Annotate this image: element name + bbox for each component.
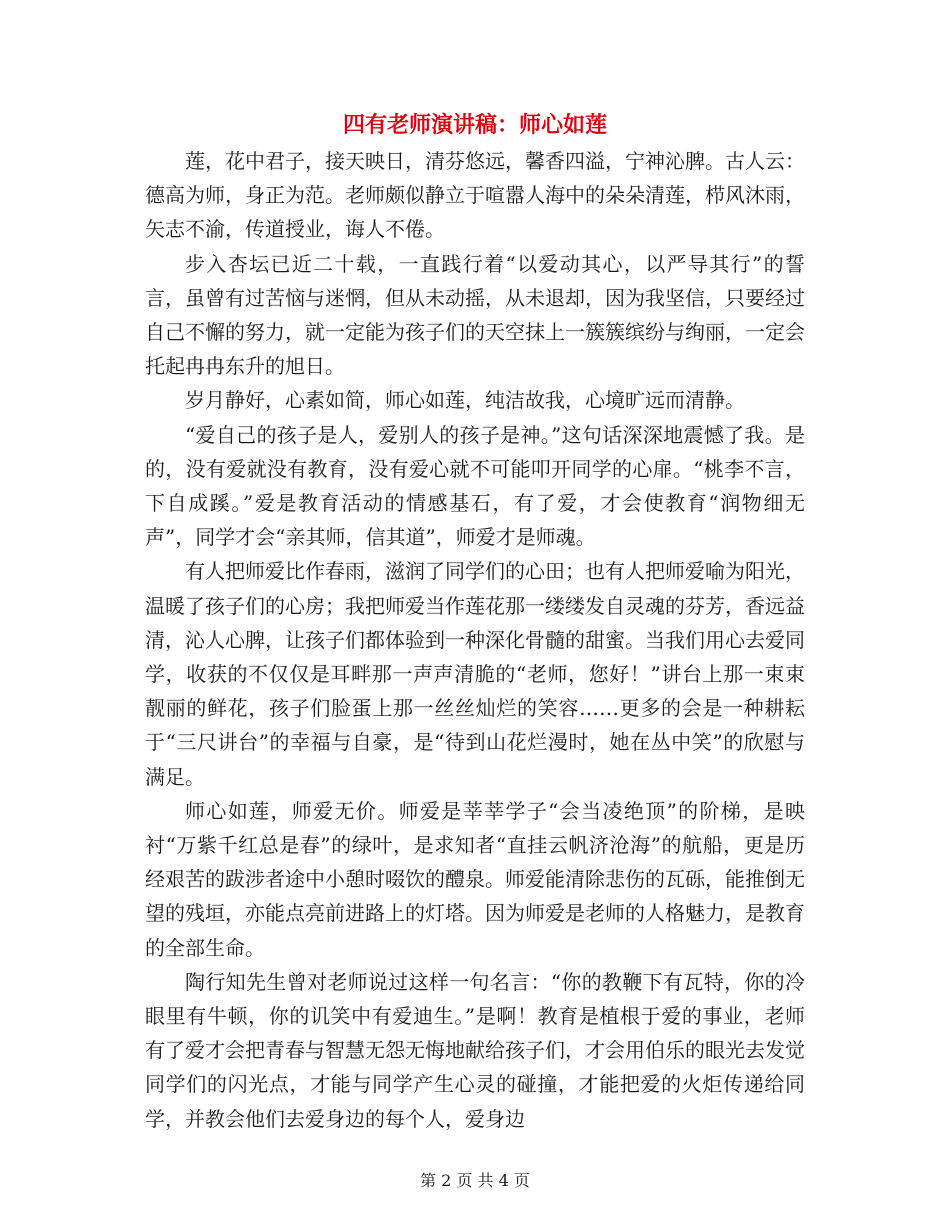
document-body — [145, 144, 805, 1136]
paragraph-6: 师心如莲，师爱无价。师爱是莘莘学子“会当凌绝顶”的阶梯，是映衬“万紫千红总是春”的绿叶，是求知者“直挂云帆济沧海”的航船，更是历经艰苦的跋涉者途中小憩时啜饮的醴泉。师爱能清除悲伤的瓦砾，能推倒无望的残垣，亦能点亮前进路上的灯塔。因为师爱是老师的人格魅力，是教育的全部生命。 — [145, 798, 805, 960]
paragraph-2: 步入杏坛已近二十载，一直践行着“以爱动其心，以严导其行”的誓言，虽曾有过苦恼与迷惘，但从未动摇，从未退却，因为我坚信，只要经过自己不懈的努力，就一定能为孩子们的天空抹上一簇簇缤纷与绚丽，一定会托起冉冉东升的旭日。 — [145, 251, 805, 379]
paragraph-4: “爱自己的孩子是人，爱别人的孩子是神。”这句话深深地震憾了我。是的，没有爱就没有教育，没有爱心就不可能叩开同学的心扉。“桃李不言，下自成蹊。”爱是教育活动的情感基石，有了爱，才会使教育“润物细无声”，同学才会“亲其师，信其道”，师爱才是师魂。 — [145, 422, 805, 550]
paragraph-3: 岁月静好，心素如简，师心如莲，纯洁故我，心境旷远而清静。 — [185, 388, 745, 413]
document-title: 四有老师演讲稿：师心如莲 — [342, 112, 607, 138]
page-number-footer: 第 2 页 共 4 页 — [420, 1171, 530, 1190]
paragraph-1: 莲，花中君子，接天映日，清芬悠远，馨香四溢，宁神沁脾。古人云：德高为师，身正为范。老师颇似静立于喧嚣人海中的朵朵清莲，栉风沐雨，矢志不渝，传道授业，诲人不倦。 — [145, 149, 805, 242]
paragraph-7: 陶行知先生曾对老师说过这样一句名言：“你的教鞭下有瓦特，你的冷眼里有牛顿，你的讥笑中有爱迪生。”是啊！教育是植根于爱的事业，老师有了爱才会把青春与智慧无怨无悔地献给孩子们，才会用伯乐的眼光去发觉同学们的闪光点，才能与同学产生心灵的碰撞，才能把爱的火炬传递给同学，并教会他们去爱身边的每个人，爱身边 — [145, 969, 805, 1131]
paragraph-5: 有人把师爱比作春雨，滋润了同学们的心田；也有人把师爱喻为阳光，温暖了孩子们的心房；我把师爱当作莲花那一缕缕发自灵魂的芬芳，香远益清，沁人心脾，让孩子们都体验到一种深化骨髓的甜蜜。当我们用心去爱同学，收获的不仅仅是耳畔那一声声清脆的“老师，您好！”讲台上那一束束靓丽的鲜花，孩子们脸蛋上那一丝丝灿烂的笑容……更多的会是一种耕耘于“三尺讲台”的幸福与自豪，是“待到山花烂漫时，她在丛中笑”的欣慰与满足。 — [145, 559, 805, 789]
